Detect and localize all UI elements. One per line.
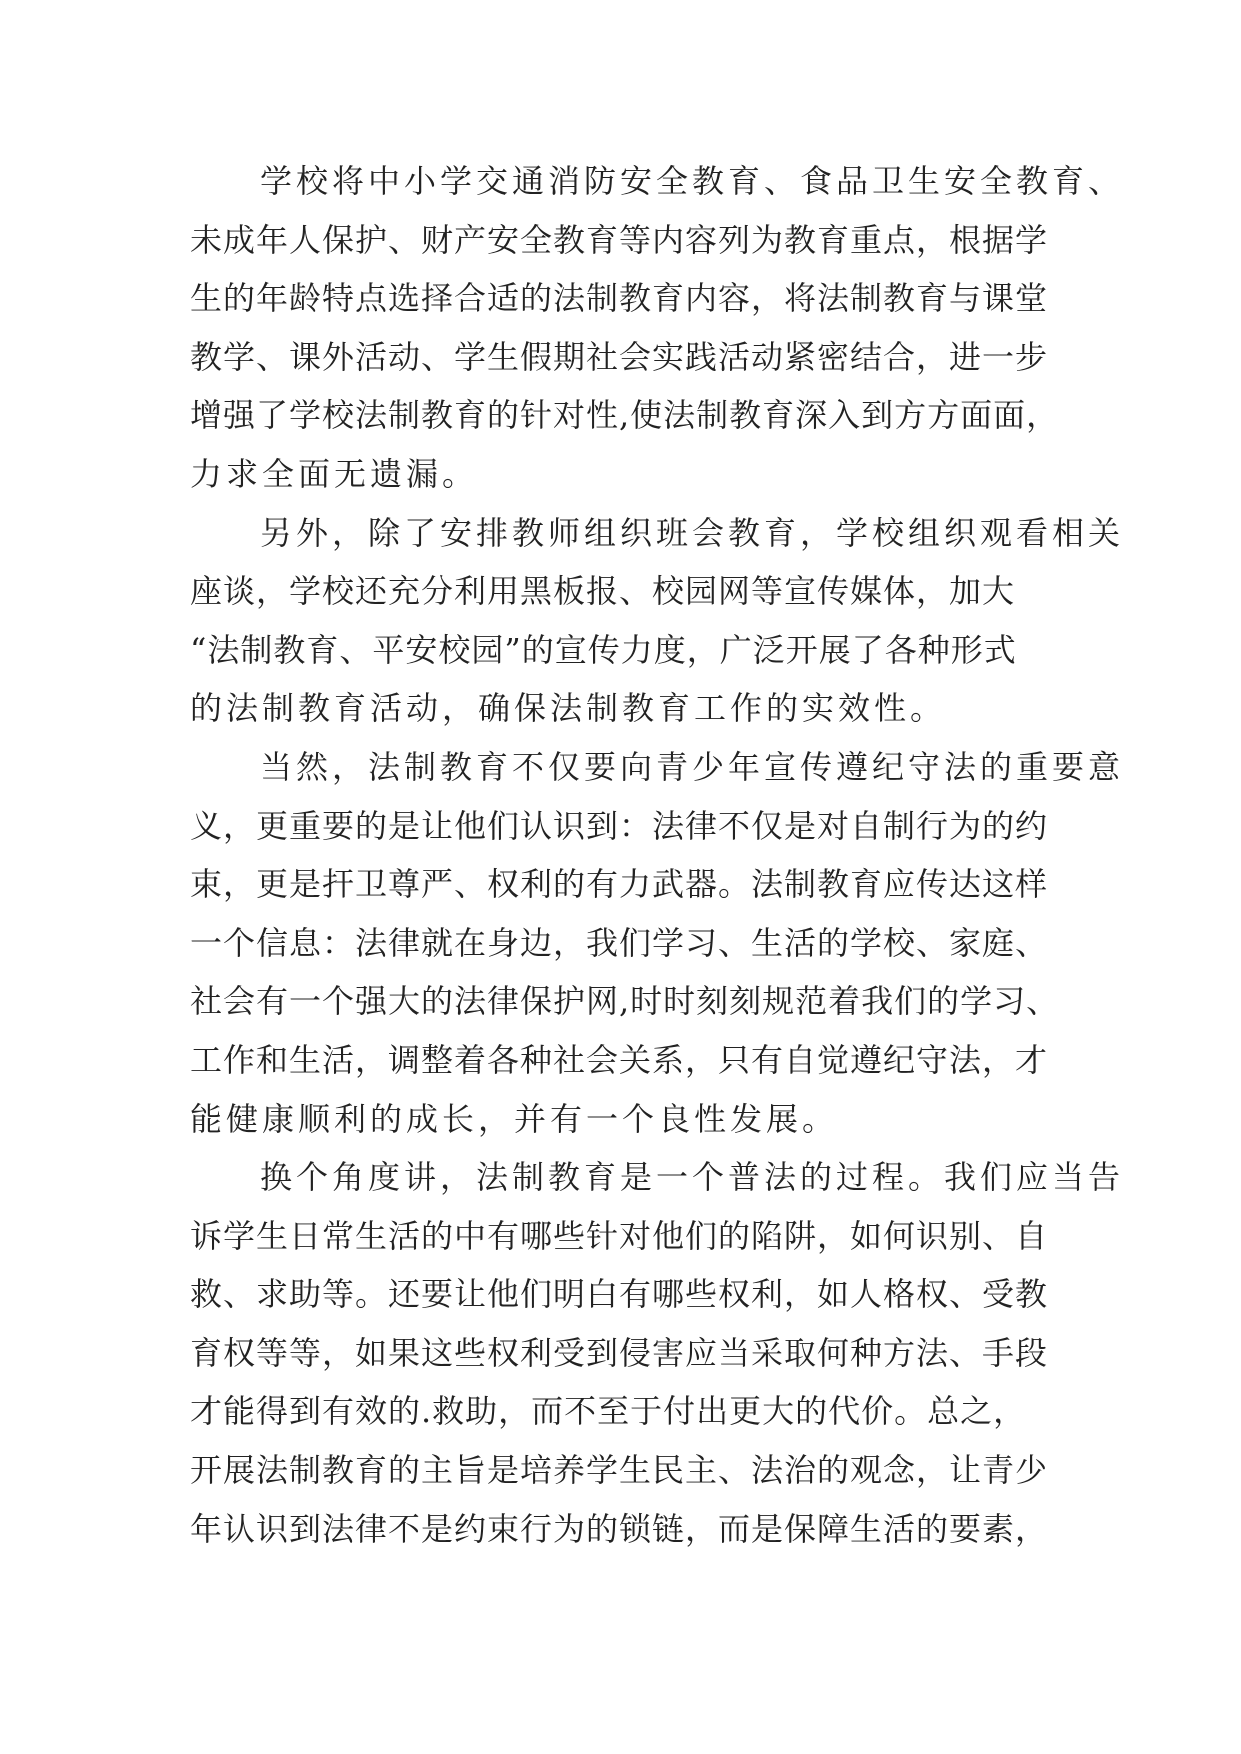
text-line: 座谈，学校还充分利用黑板报、校园网等宣传媒体，加大 (190, 572, 1016, 611)
text-line: 生的年龄特点选择合适的法制教育内容，将法制教育与课堂 (190, 279, 1049, 318)
text-line: 能健康顺利的成长，并有一个良性发展。 (190, 1099, 839, 1138)
text-line: 一个信息：法律就在身边，我们学习、生活的学校、家庭、 (190, 923, 1049, 962)
text-line: 的法制教育活动，确保法制教育工作的实效性。 (190, 689, 947, 728)
text-line: 诉学生日常生活的中有哪些针对他们的陷阱，如何识别、自 (190, 1216, 1049, 1255)
text-line: 当然，法制教育不仅要向青少年宣传遵纪守法的重要意 (260, 747, 1125, 786)
text-line: 年认识到法律不是约束行为的锁链，而是保障生活的要素， (190, 1509, 1049, 1548)
text-line: 未成年人保护、财产安全教育等内容列为教育重点，根据学 (190, 220, 1049, 259)
text-line: “法制教育、平安校园”的宣传力度，广泛开展了各种形式 (190, 630, 1017, 669)
text-line: 社会有一个强大的法律保护网,时时刻刻规范着我们的学习、 (190, 982, 1060, 1021)
text-line: 育权等等，如果这些权利受到侵害应当采取何种方法、手段 (190, 1333, 1049, 1372)
text-line: 义，更重要的是让他们认识到：法律不仅是对自制行为的约 (190, 806, 1049, 845)
text-line: 束，更是扞卫尊严、权利的有力武器。法制教育应传达这样 (190, 865, 1049, 904)
text-line: 学校将中小学交通消防安全教育、食品卫生安全教育、 (260, 162, 1125, 200)
text-line: 才能得到有效的.救助，而不至于付出更大的代价。总之， (190, 1392, 1027, 1431)
text-line: 另外，除了安排教师组织班会教育，学校组织观看相关 (260, 513, 1125, 552)
text-line: 教学、课外活动、学生假期社会实践活动紧密结合，进一步 (190, 337, 1049, 376)
text-line: 工作和生活，调整着各种社会关系，只有自觉遵纪守法，才 (190, 1040, 1049, 1079)
text-line: 救、求助等。还要让他们明白有哪些权利，如人格权、受教 (190, 1275, 1049, 1314)
text-line: 增强了学校法制教育的针对性,使法制教育深入到方方面面， (190, 396, 1060, 435)
text-line: 换个角度讲，法制教育是一个普法的过程。我们应当告 (260, 1158, 1125, 1197)
body-text (190, 152, 1125, 1558)
text-line: 开展法制教育的主旨是培养学生民主、法治的观念，让青少 (190, 1451, 1049, 1490)
text-line: 力求全面无遗漏。 (190, 454, 479, 493)
